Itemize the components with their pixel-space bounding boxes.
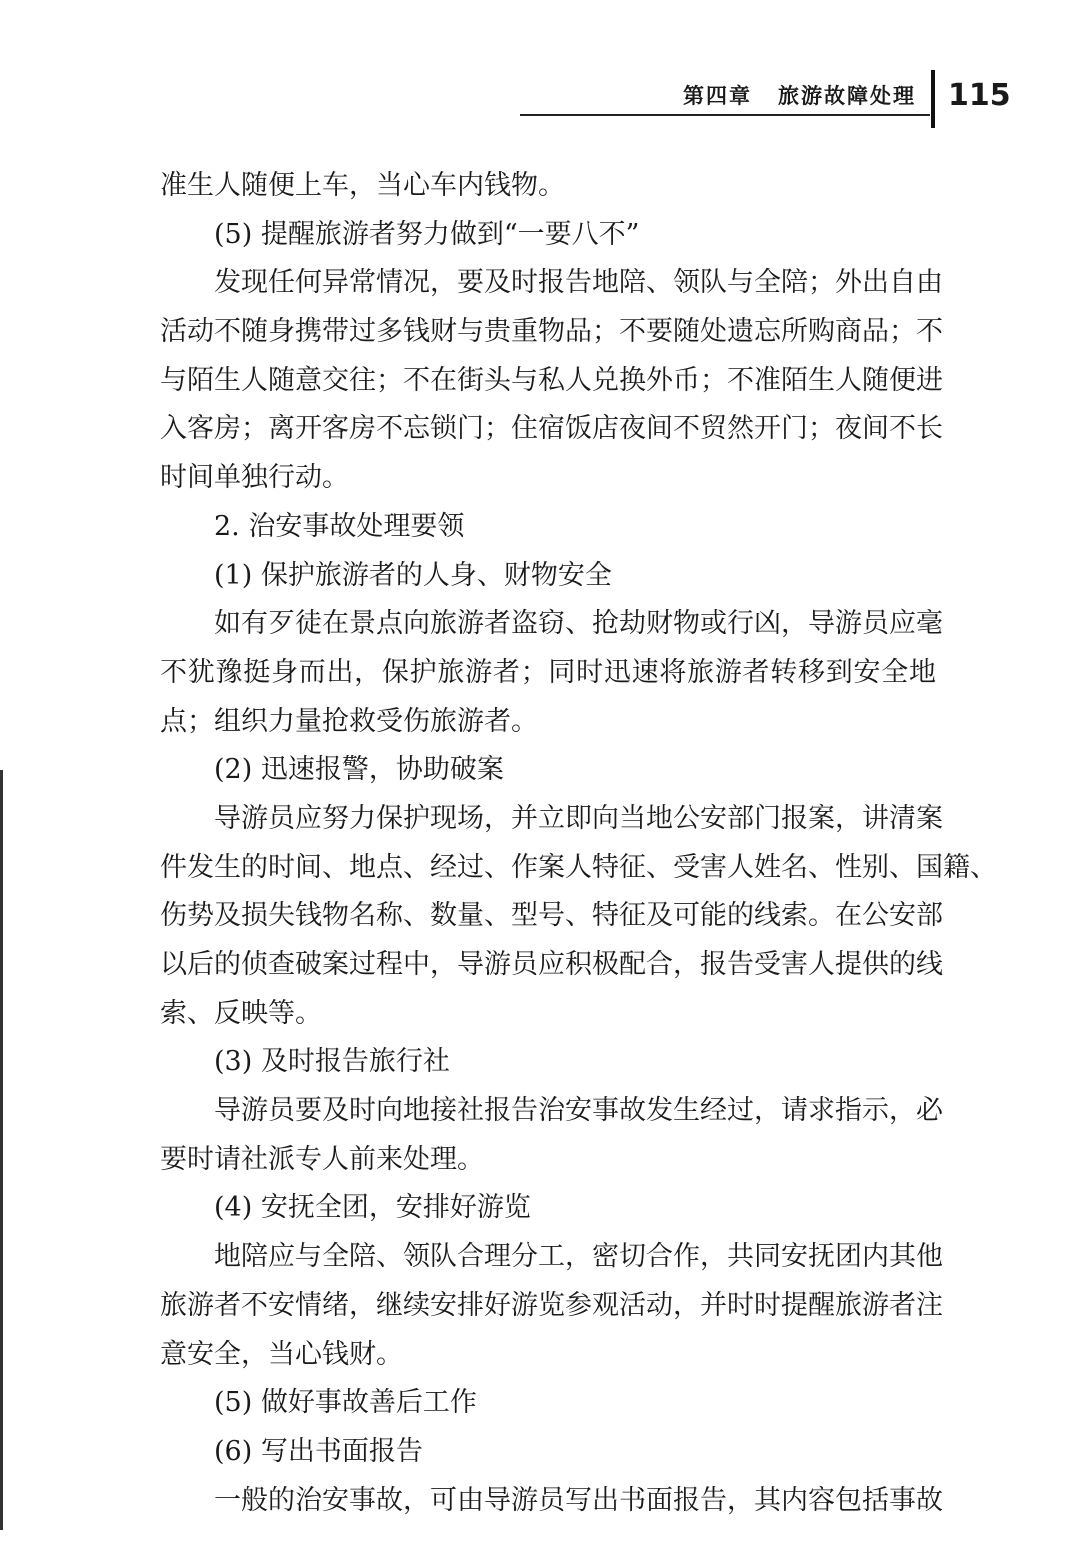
text-line: 索、反映等。	[160, 997, 322, 1029]
text-line: 以后的侦查破案过程中，导游员应积极配合，报告受害人提供的线	[160, 949, 943, 980]
text-line: (6) 写出书面报告	[214, 1435, 423, 1467]
text-line: 时间单独行动。	[160, 462, 349, 494]
text-line: 如有歹徒在景点向旅游者盗窃、抢劫财物或行凶，导游员应毫	[214, 608, 943, 640]
text-line: 与陌生人随意交往；不在街头与私人兑换外币；不准陌生人随便进	[160, 364, 943, 396]
text-line: 旅游者不安情绪，继续安排好游览参观活动，并时时提醒旅游者注	[160, 1289, 943, 1321]
text-line: 准生人随便上车，当心车内钱物。	[160, 170, 565, 201]
text-line: 要时请社派专人前来处理。	[160, 1143, 484, 1175]
page-number: 115	[948, 78, 1011, 113]
text-line: 一般的治安事故，可由导游员写出书面报告，其内容包括事故	[214, 1484, 943, 1516]
chapter-title: 旅游故障处理	[778, 84, 916, 108]
header-vertical-rule	[931, 70, 935, 128]
text-line: 入客房；离开客房不忘锁门；住宿饭店夜间不贸然开门；夜间不长	[160, 413, 943, 445]
text-line: (3) 及时报告旅行社	[214, 1046, 450, 1078]
text-line: (1) 保护旅游者的人身、财物安全	[214, 559, 612, 591]
text-line: (5) 提醒旅游者努力做到“一要八不”	[214, 218, 640, 250]
chapter-label: 第四章	[683, 84, 752, 108]
text-line: (4) 安抚全团，安排好游览	[214, 1192, 531, 1224]
running-header-text	[683, 80, 916, 110]
text-line: 导游员应努力保护现场，并立即向当地公安部门报案，讲清案	[214, 802, 943, 834]
text-line: 2. 治安事故处理要领	[214, 510, 465, 542]
text-line: 点；组织力量抢救受伤旅游者。	[160, 705, 538, 737]
text-line: 件发生的时间、地点、经过、作案人特征、受害人姓名、性别、国籍、	[160, 851, 997, 883]
text-line: (2) 迅速报警，协助破案	[214, 754, 504, 786]
text-line: 导游员要及时向地接社报告治安事故发生经过，请求指示，必	[214, 1095, 943, 1127]
text-line: (5) 做好事故善后工作	[214, 1387, 477, 1419]
running-header	[520, 78, 930, 116]
text-line: 不犹豫挺身而出，保护旅游者；同时迅速将旅游者转移到安全地	[160, 656, 936, 688]
text-line: 意安全，当心钱财。	[160, 1338, 403, 1370]
body-text	[160, 162, 997, 1525]
text-line: 地陪应与全陪、领队合理分工，密切合作，共同安抚团内其他	[214, 1241, 943, 1273]
text-line: 伤势及损失钱物名称、数量、型号、特征及可能的线索。在公安部	[160, 900, 943, 932]
text-line: 活动不随身携带过多钱财与贵重物品；不要随处遗忘所购商品；不	[160, 316, 943, 348]
scan-edge-mark	[0, 770, 3, 1530]
text-line: 发现任何异常情况，要及时报告地陪、领队与全陪；外出自由	[214, 267, 943, 299]
